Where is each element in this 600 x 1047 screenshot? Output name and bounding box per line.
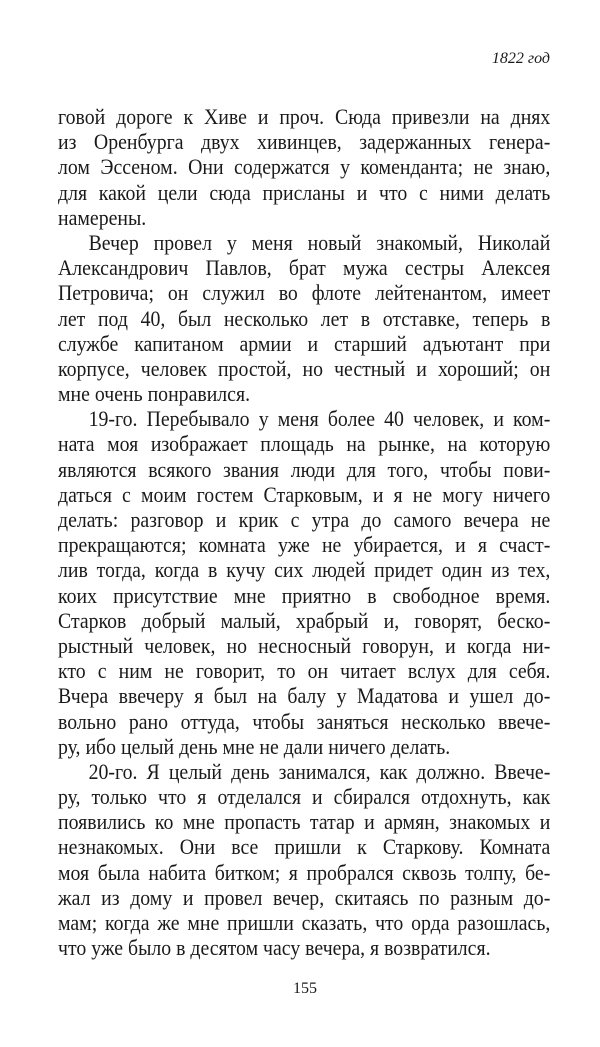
text-line: лет под 40, был несколько лет в отставке, теперь в (58, 305, 551, 331)
text-line: корпусе, человек простой, но честный и хороший; он (58, 355, 551, 381)
text-line: мне очень понравился. (58, 381, 251, 407)
text-line: вольно рано оттуда, чтобы заняться несколько ввече- (58, 708, 551, 734)
text-line: ру, ибо целый день мне не дали ничего делать. (58, 733, 451, 759)
text-line: лом Эссеном. Они содержатся у коменданта; не знаю, (58, 154, 551, 180)
text-line: Петровича; он служил во флоте лейтенантом, имеет (58, 280, 551, 306)
text-line: намерены. (58, 204, 147, 230)
text-line: даться с моим гостем Старковым, и я не могу ничего (58, 481, 551, 507)
text-line: кто с ним не говорит, то он читает вслух для себя. (58, 658, 551, 684)
text-line: 20-го. Я целый день занимался, как должно. Ввече- (88, 758, 551, 784)
paragraph (58, 104, 550, 230)
text-line: из Оренбурга двух хивинцев, задержанных генера- (58, 129, 551, 155)
text-line: что уже было в десятом часу вечера, я возвратился. (58, 935, 491, 961)
paragraph (58, 406, 550, 759)
paragraph (58, 230, 550, 406)
text-line: являются всякого звания люди для того, чтобы пови- (58, 456, 551, 482)
text-line: коих присутствие мне приятно в свободное время. (58, 582, 551, 608)
text-line: незнакомых. Они все пришли к Старкову. Комната (58, 834, 551, 860)
text-line: делать: разговор и крик с утра до самого вечера не (58, 507, 551, 532)
text-line: для какой цели сюда присланы и что с ними делать (58, 179, 551, 205)
text-line: Вчера ввечеру я был на балу у Мадатова и ушел до- (58, 683, 551, 709)
text-line: ру, только что я отделался и сбирался отдохнуть, как (58, 784, 551, 810)
text-line: лив тогда, когда в кучу сих людей придет один из тех, (58, 557, 551, 583)
text-line: рыстный человек, но несносный говорун, и когда ни- (58, 632, 551, 658)
text-line: службе капитаном армии и старший адъютант при (58, 330, 551, 356)
text-line: ната моя изображает площадь на рынке, на которую (58, 431, 551, 457)
text-line: Вечер провел у меня новый знакомый, Николай (88, 229, 551, 255)
text-line: появились ко мне пропасть татар и армян, знакомых и (58, 809, 551, 835)
text-line: Старков добрый малый, храбрый и, говорят, беско- (58, 607, 551, 633)
text-line: жал из дому и провел вечер, скитаясь по разным до- (58, 884, 551, 910)
text-line: говой дороге к Хиве и проч. Сюда привезли на днях (58, 104, 551, 129)
body-text (58, 104, 550, 960)
running-head: 1822 год (491, 50, 550, 67)
text-line: мам; когда же мне пришли сказать, что орда разошлась, (58, 910, 551, 935)
paragraph (58, 759, 550, 961)
text-line: прекращаются; комната уже не убирается, и я счаст- (58, 532, 551, 558)
text-line: Александрович Павлов, брат мужа сестры Алексея (58, 255, 551, 281)
text-line: 19-го. Перебывало у меня более 40 человек, и ком- (88, 406, 551, 432)
page-number: 155 (293, 980, 317, 997)
text-line: моя была набита битком; я пробрался сквозь толпу, бе- (58, 859, 551, 885)
